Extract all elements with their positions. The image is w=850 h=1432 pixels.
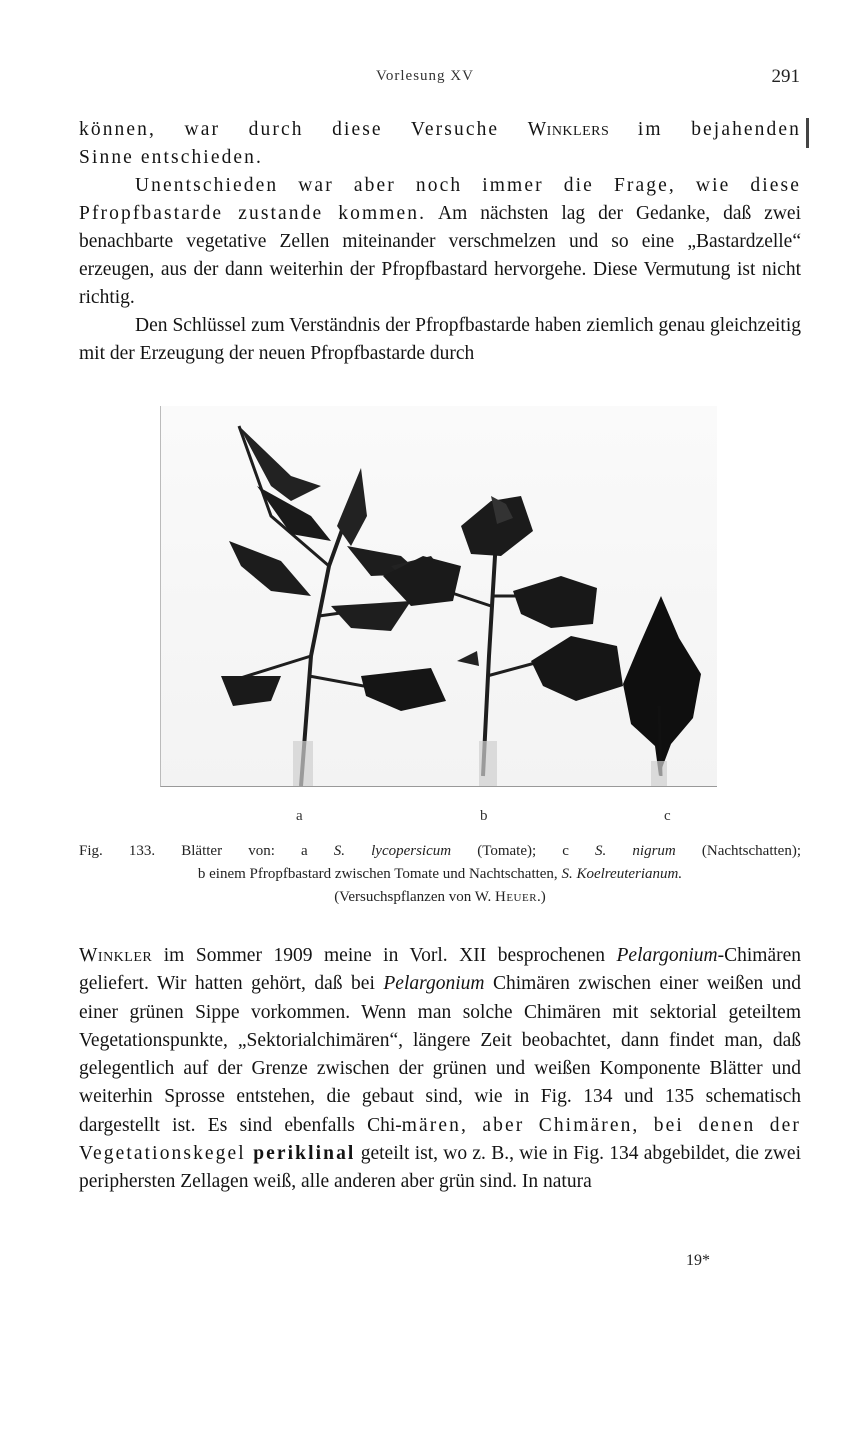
leaves-photo bbox=[161, 406, 717, 786]
text-run: Am nächsten lag der Gedanke, daß zwei benachbarte vegetative Zellen miteinander verschmelzen und so eine „Bastardzelle“ erzeugen, aus der dann weiterhin der Pfropfbastard hervorgehe. Diese Vermutung ist nicht richtig. bbox=[79, 203, 801, 308]
species-name: S. nigrum bbox=[595, 843, 676, 859]
genus-name: Pelargonium bbox=[616, 945, 718, 966]
figure-label-a: a bbox=[296, 808, 303, 824]
paragraph-4 bbox=[79, 942, 801, 1197]
caption-line-3 bbox=[79, 886, 801, 909]
text-run: .) bbox=[537, 889, 546, 905]
paragraph-1 bbox=[79, 116, 801, 172]
figure-label-c: c bbox=[664, 808, 671, 824]
text-run: (Tomate); c bbox=[451, 843, 596, 859]
caption-line-2 bbox=[79, 863, 801, 886]
text-run: (Nachtschatten); bbox=[675, 843, 801, 859]
author-name: Heuer bbox=[494, 889, 538, 905]
figure-133-photo bbox=[160, 406, 717, 787]
paragraph-3-text: Den Schlüssel zum Verständnis der Pfropfbastarde haben ziemlich genau gleichzeitig mit der Erzeugung der neuen Pfropfbastarde durch bbox=[79, 315, 801, 364]
figure-caption bbox=[79, 840, 801, 909]
signature-mark: 19* bbox=[686, 1252, 710, 1269]
paragraph-3 bbox=[79, 312, 801, 368]
author-name: Winklers bbox=[527, 119, 610, 140]
paragraph-1-line-1 bbox=[79, 116, 801, 144]
caption-line-1 bbox=[79, 840, 801, 863]
text-run: (Versuchspflanzen von W. bbox=[334, 889, 495, 905]
text-run: im bejahenden bbox=[609, 119, 801, 140]
margin-mark bbox=[806, 118, 809, 148]
figure-number: Fig. 133. bbox=[79, 843, 156, 859]
text-run: -Chimären geliefert. Wir hatten gehört, daß bei bbox=[79, 945, 801, 995]
running-head bbox=[0, 68, 850, 90]
figure-label-b: b bbox=[480, 808, 488, 824]
paragraph-1-line-2: Sinne entschieden. bbox=[79, 147, 264, 168]
text-run: Pfropfbastarde zustande kommen. bbox=[79, 203, 427, 224]
species-name: S. Koelreuterianum. bbox=[561, 866, 683, 882]
species-name: S. lycopersicum bbox=[333, 843, 452, 859]
page-number: 291 bbox=[771, 66, 800, 87]
text-run: b einem Pfropfbastard zwischen Tomate und Nachtschatten, bbox=[197, 866, 562, 882]
author-name: Winkler bbox=[79, 945, 153, 966]
paragraph-4-body bbox=[79, 942, 801, 1197]
text-run: mären, aber Chimären, bei denen der Vegetationskegel bbox=[79, 1114, 801, 1165]
paragraph-2-line-1: Unentschieden war aber noch immer die Frage, wie diese bbox=[135, 175, 801, 196]
text-run: im Sommer 1909 meine in Vorl. XII besprochenen bbox=[152, 945, 617, 966]
text-run: Chimären zwischen einer weißen und einer grünen Sippe vorkommen. Wenn man solche Chimären mit sektorial geteiltem Vegetationspunkte, „Sektorialchimären“, längere Zeit beobachtet, dann findet man, daß gelegentlich auf der Grenze zwischen der grünen und weißen Komponente Blätter und weiterhin Sprosse entstehen, die gebaut sind, wie in Fig. 134 und 135 schematisch dargestellt ist. Es sind ebenfalls Chi- bbox=[79, 973, 801, 1136]
emphasized-term: periklinal bbox=[253, 1143, 356, 1165]
genus-name: Pelargonium bbox=[383, 973, 485, 995]
text-run: können, war durch diese Versuche bbox=[79, 119, 528, 140]
paragraph-2 bbox=[79, 172, 801, 312]
running-title: Vorlesung XV bbox=[376, 68, 474, 84]
text-run: geteilt ist, wo z. B., wie in Fig. 134 abgebildet, die zwei periphersten Zellagen weiß, alle anderen aber grün sind. In natura bbox=[79, 1143, 802, 1193]
text-run: Blätter von: a bbox=[155, 843, 334, 859]
paragraph-2-body bbox=[79, 200, 801, 312]
